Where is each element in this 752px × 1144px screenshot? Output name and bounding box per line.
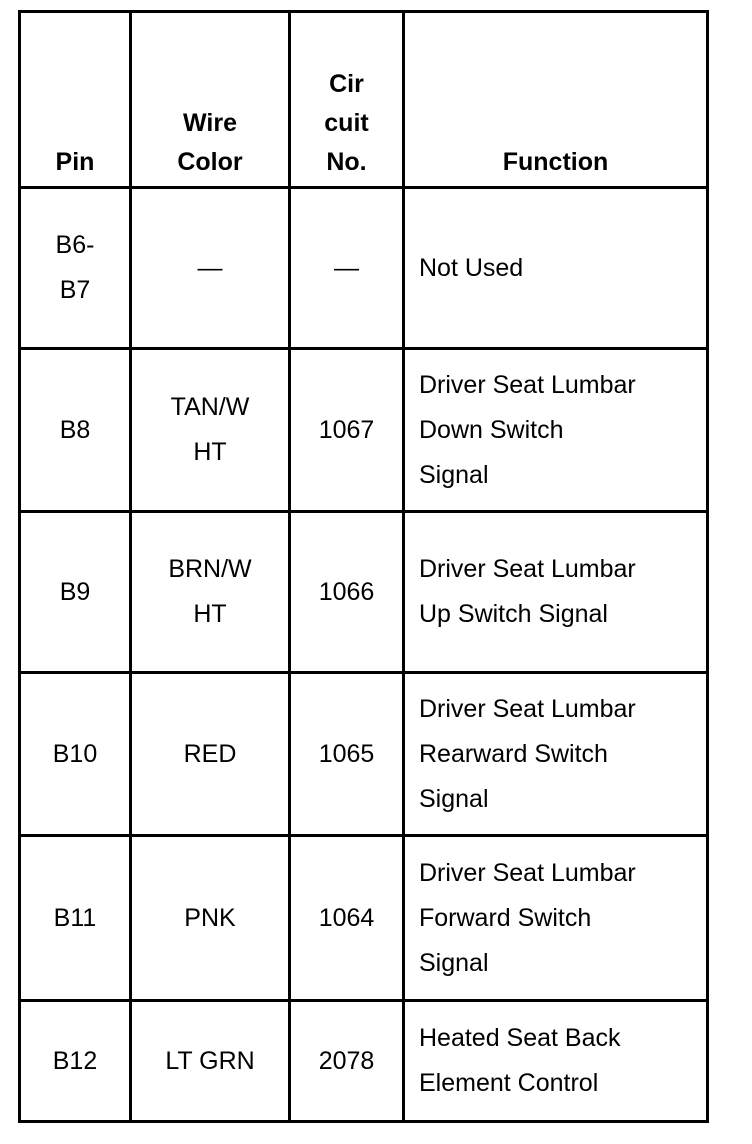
pin-text: B11	[53, 903, 97, 932]
wire-color-text: BRN/W	[168, 555, 252, 583]
function-text: Heated Seat Back	[419, 1024, 621, 1052]
circuit-no-text: 2078	[318, 1046, 375, 1075]
circuit-no-cell	[290, 1001, 404, 1122]
wire-color-cell	[131, 673, 290, 836]
header-pin-text: Pin	[55, 148, 95, 176]
wire-color-cell	[131, 836, 290, 1001]
function-text: Signal	[419, 784, 489, 813]
pin-text: B12	[52, 1046, 98, 1075]
circuit-no-cell	[290, 673, 404, 836]
pin-cell	[20, 836, 131, 1001]
pin-cell	[20, 188, 131, 349]
function-text: Driver Seat Lumbar	[419, 694, 636, 723]
circuit-no-cell	[290, 188, 404, 349]
function-cell	[404, 836, 708, 1001]
wire-color-text: —	[197, 253, 223, 282]
pin-cell	[20, 673, 131, 836]
function-text: Driver Seat Lumbar	[419, 555, 636, 583]
header-wire-color-line-1: Wire	[183, 109, 237, 137]
header-pin	[20, 12, 131, 188]
connector-pinout-table	[18, 10, 709, 1123]
header-row	[20, 12, 708, 188]
circuit-no-cell	[290, 512, 404, 673]
header-circuit-no-line-2: cuit	[324, 109, 369, 137]
table-row	[20, 512, 708, 673]
function-cell	[404, 1001, 708, 1122]
pin-text: B7	[59, 276, 91, 304]
function-cell	[404, 673, 708, 836]
function-text: Forward Switch	[419, 903, 592, 932]
wire-color-cell	[131, 1001, 290, 1122]
pin-text: B6-	[55, 231, 95, 259]
pin-text: B9	[59, 577, 91, 606]
pin-cell	[20, 1001, 131, 1122]
table-row	[20, 1001, 708, 1122]
wire-color-text: HT	[193, 438, 227, 466]
circuit-no-text: 1064	[318, 903, 375, 932]
header-circuit-no-line-3: No.	[326, 148, 367, 176]
function-text: Element Control	[419, 1069, 599, 1097]
wire-color-text: TAN/W	[170, 393, 250, 421]
header-circuit-no-line-1: Cir	[329, 70, 364, 98]
table-row	[20, 836, 708, 1001]
wire-color-text: PNK	[184, 903, 236, 932]
function-cell	[404, 188, 708, 349]
function-text: Not Used	[419, 253, 524, 282]
header-circuit-no	[290, 12, 404, 188]
pin-cell	[20, 349, 131, 512]
function-cell	[404, 512, 708, 673]
circuit-no-text: —	[334, 253, 359, 282]
circuit-no-text: 1067	[318, 415, 375, 444]
function-cell	[404, 349, 708, 512]
wire-color-text: LT GRN	[165, 1046, 255, 1075]
function-text: Driver Seat Lumbar	[419, 858, 636, 887]
header-function	[404, 12, 708, 188]
header-function-text: Function	[502, 148, 609, 176]
function-text: Signal	[419, 948, 489, 977]
circuit-no-text: 1066	[318, 577, 375, 606]
function-text: Rearward Switch	[419, 739, 608, 768]
circuit-no-cell	[290, 349, 404, 512]
function-text: Signal	[419, 460, 489, 489]
wire-color-text: RED	[183, 739, 237, 768]
wire-color-text: HT	[193, 600, 227, 628]
pin-cell	[20, 512, 131, 673]
function-text: Down Switch	[419, 415, 564, 444]
table-row	[20, 673, 708, 836]
table-row	[20, 349, 708, 512]
header-wire-color-line-2: Color	[177, 148, 243, 176]
header-wire-color	[131, 12, 290, 188]
circuit-no-cell	[290, 836, 404, 1001]
wire-color-cell	[131, 188, 290, 349]
table-row	[20, 188, 708, 349]
function-text: Up Switch Signal	[419, 600, 608, 628]
wire-color-cell	[131, 349, 290, 512]
pin-text: B10	[52, 739, 98, 768]
function-text: Driver Seat Lumbar	[419, 370, 636, 399]
wire-color-cell	[131, 512, 290, 673]
pin-text: B8	[59, 415, 91, 444]
circuit-no-text: 1065	[318, 739, 375, 768]
